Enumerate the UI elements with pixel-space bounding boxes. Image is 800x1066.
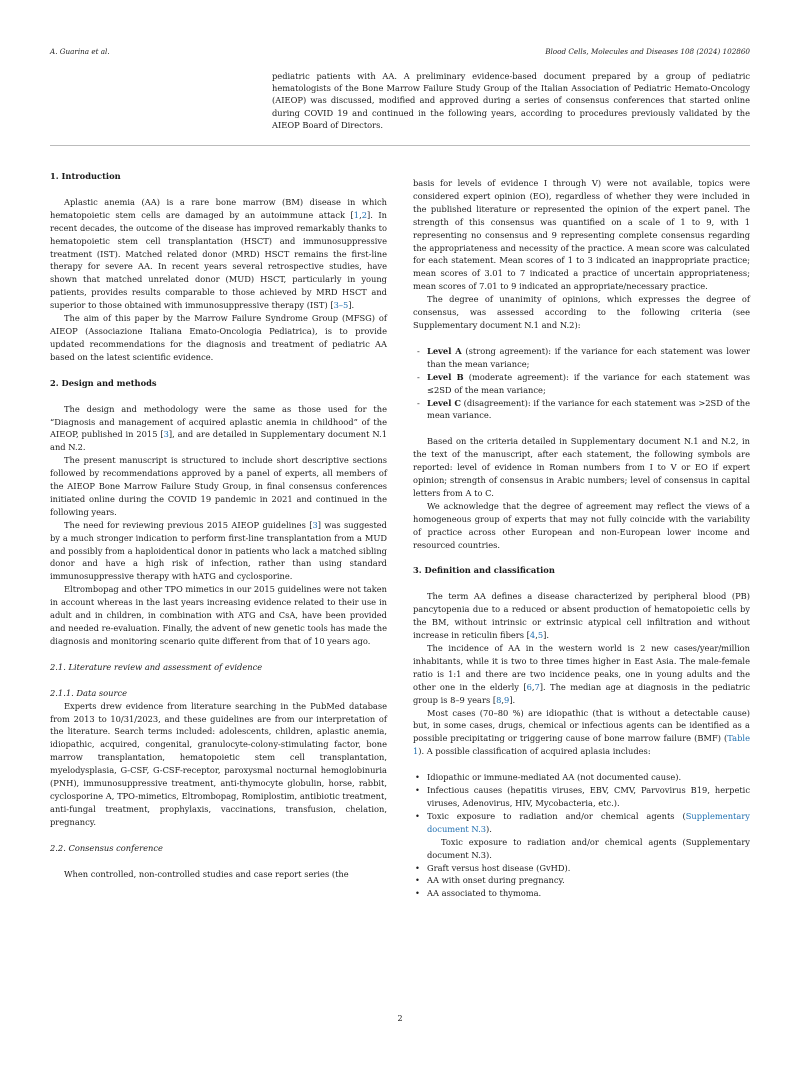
list-item: • Idiopathic or immune-mediated AA (not documented cause). [413, 771, 750, 784]
methods-paragraph-4: Eltrombopag and other TPO mimetics in our 2015 guidelines were not taken in account whereas in the last years increasing evidence related to their use in adult and in children, in combination with ATG and CsA, have been provided and needed re-evaluation. Finally, the advent of new genetic tools has made the diagnosis and monitoring scenario quite different from that of 10 years ago. [50, 584, 387, 646]
supplementary-link[interactable]: Supplementary document N.3 [427, 810, 750, 834]
subsection-2-2-heading: 2.2. Consensus conference [50, 842, 163, 853]
list-item: - Level A (strong agreement): if the variance for each statement was lower than the mean variance; [413, 345, 750, 371]
intro-paragraph-2: The aim of this paper by the Marrow Failure Syndrome Group (MFSG) of AIEOP (Associazione Italiana Emato-Oncologia Pediatrica), is to provide updated recommendations for the diagnosis and treatment of pediatric AA based on the latest scientific evidence. [50, 313, 387, 362]
consensus-paragraph-start: When controlled, non-controlled studies and case report series (the [64, 868, 349, 879]
list-item: - Level C (disagreement): if the variance for each statement was >2SD of the mean variance. [413, 397, 750, 423]
citation-link[interactable]: 3 [163, 429, 169, 440]
citation-link[interactable]: 7 [534, 681, 540, 692]
list-item: Toxic exposure to radiation and/or chemical agents (Supplementary document N.3). [427, 836, 750, 860]
abstract-continuation: pediatric patients with AA. A preliminary evidence-based document prepared by a group of pediatric hematologists of the Bone Marrow Failure Study Group of the Italian Association of Pediatric Hemato-Oncology (AIEOP) was discussed, modified and approved during a series of consensus conferences that started online during COVID 19 and continued in the following years, according to procedures previously validated by the AIEOP Board of Directors. [272, 71, 750, 130]
consensus-levels-list [413, 345, 750, 422]
definition-paragraph-2: The incidence of AA in the western world is 2 new cases/year/million inhabitants, while it is two to three times higher in East Asia. The male-female ratio is 1:1 and there are two incidence peaks, one in young adults and the other one in the elderly [6,7]. The median age at diagnosis in the pediatric group is 8–9 years [8,9]. [413, 643, 750, 705]
methods-paragraph-1: The design and methodology were the same as those used for the “Diagnosis and management of acquired aplastic anemia in childhood” of the AIEOP, published in 2015 [3], and are detailed in Supplementary document N.1 and N.2. [50, 403, 387, 453]
unanimity-paragraph: The degree of unanimity of opinions, which expresses the degree of consensus, was assessed according to the following criteria (see Supplementary document N.1 and N.2): [413, 294, 750, 330]
section-3-heading: 3. Definition and classification [413, 565, 555, 576]
intro-paragraph-1: Aplastic anemia (AA) is a rare bone marrow (BM) disease in which hematopoietic stem cells are damaged by an autoimmune attack [1,2]. In recent decades, the outcome of the disease has improved remarkably thanks to hematopoietic stem cell transplantation (HSCT) and immunosuppressive treatment (IST). Matched related donor (MRD) HSCT remains the first-line therapy for severe AA. In recent years several retrospective studies, have shown that matched unrelated donor (MUD) HSCT, particularly in young patients, provides results comparable to those achieved by MRD HSCT and superior to those obtained with immunosuppressive therapy (IST) [3–5]. [50, 196, 388, 311]
page-number: 2 [397, 1014, 403, 1023]
list-item: • Toxic exposure to radiation and/or chemical agents (Supplementary document N.3). [413, 810, 750, 836]
section-1-heading: 1. Introduction [50, 171, 121, 181]
citation-link[interactable]: 2 [361, 209, 367, 220]
citation-link[interactable]: 5 [537, 630, 544, 641]
citation-link[interactable]: 6 [526, 681, 532, 692]
consensus-paragraph-cont: basis for levels of evidence I through V) were not available, topics were considered expert opinion (EO), regardless of whether they were included in the published literature or represented the opinion of the expert panel. The strength of this consensus was quantified on a scale of 1 to 9, with 1 representing no consensus and 9 representing complete consensus regarding the appropriateness and necessity of the practice. A mean score was calculated for each statement. Mean scores of 1 to 3 indicated an inappropriate practice; mean scores of 3.01 to 7 indicated a practice of uncertain appropriateness; mean scores of 7.01 to 9 indicated an appropriate/necessary practice. [413, 178, 750, 292]
section-2-heading: 2. Design and methods [50, 377, 157, 388]
methods-paragraph-2: The present manuscript is structured to include short descriptive sections followed by recommendations approved by a panel of experts, all members of the AIEOP Bone Marrow Failure Study Group, in final consensus conferences initiated online during the COVID 19 pandemic in 2021 and continued in the following years. [50, 455, 387, 517]
acknowledge-paragraph: We acknowledge that the degree of agreement may reflect the views of a homogeneous group of experts that may not fully coincide with the variability of practice across other European and non-European lower income and resourced countries. [413, 500, 750, 550]
list-item: • AA associated to thymoma. [413, 887, 750, 900]
methods-paragraph-3: The need for reviewing previous 2015 AIEOP guidelines [3] was suggested by a much stronger indication to perform first-line transplantation from a MUD and possibly from a haploidentical donor in patients who lack a matched sibling donor and have a high risk of infection, rather than using standard immunosuppressive therapy with hATG and cyclosporine. [50, 519, 387, 582]
data-source-paragraph: Experts drew evidence from literature searching in the PubMed database from 2013 to 10/31/2023, and these guidelines are from our interpretation of the literature. Search terms included: adolescents, children, aplastic anemia, idiopathic, acquired, congenital, granulocyte-colony-stimulating factor, bone marrow transplantation, hematopoietic stem cell transplantation, myelodysplasia, G-CSF, G-CSF-receptor, paroxysmal nocturnal hemoglobinuria (PNH), immunosuppressive treatment, anti-thymocyte globulin, horse, rabbit, cyclosporine A, TPO-mimetics, Eltrombopag, Romiplostim, antibiotic treatment, anti-fungal treatment, prophylaxis, vaccinations, transfusion, chelation, pregnancy. [50, 700, 387, 827]
citation-link[interactable]: 3 [312, 519, 318, 530]
list-item: • AA with onset during pregnancy. [413, 874, 750, 887]
citation-link[interactable]: 8 [496, 694, 502, 705]
citation-link[interactable]: 4 [529, 630, 536, 641]
list-item: • Graft versus host disease (GvHD). [413, 862, 750, 875]
definition-paragraph-3: Most cases (70–80 %) are idiopathic (that is without a detectable cause) but, in some cases, drugs, chemical or infectious agents can be identified as a possible precipitating or triggering cause of bone marrow failure (BMF) (Table 1). A possible classification of acquired aplasia includes: [413, 707, 750, 757]
abstract-divider [50, 145, 750, 146]
citation-link[interactable]: 1 [353, 209, 360, 220]
table-link[interactable]: Table 1 [413, 733, 750, 757]
right-column [413, 177, 750, 900]
running-header-journal: Blood Cells, Molecules and Diseases 108 (2024) 102860 [545, 47, 750, 56]
subsection-2-1-heading: 2.1. Literature review and assessment of evidence [50, 661, 263, 672]
subsection-2-1-1-heading: 2.1.1. Data source [50, 687, 128, 698]
definition-paragraph-1: The term AA defines a disease characterized by peripheral blood (PB) pancytopenia due to a reduced or absent production of hematopoietic cells by the BM, without intrinsic or extrinsic atypical cell infiltration and without increase in reticulin fibers [4,5]. [413, 591, 750, 641]
citation-link[interactable]: 9 [504, 694, 510, 705]
running-header-authors: A. Guarina et al. [50, 47, 110, 56]
left-column [50, 170, 387, 881]
list-item: • Infectious causes (hepatitis viruses, EBV, CMV, Parvovirus B19, herpetic viruses, Adenovirus, HIV, Mycobacteria, etc.). [413, 784, 750, 810]
citation-link[interactable]: 3–5 [333, 300, 349, 311]
list-item: - Level B (moderate agreement): if the variance for each statement was ≤2SD of the mean variance; [413, 371, 750, 397]
classification-list [413, 771, 750, 900]
symbols-paragraph: Based on the criteria detailed in Supplementary document N.1 and N.2, in the text of the manuscript, after each statement, the following symbols are reported: level of evidence in Roman numbers from I to V or EO if expert opinion; strength of consensus in Arabic numbers; level of consensus in capital letters from A to C. [413, 436, 750, 498]
